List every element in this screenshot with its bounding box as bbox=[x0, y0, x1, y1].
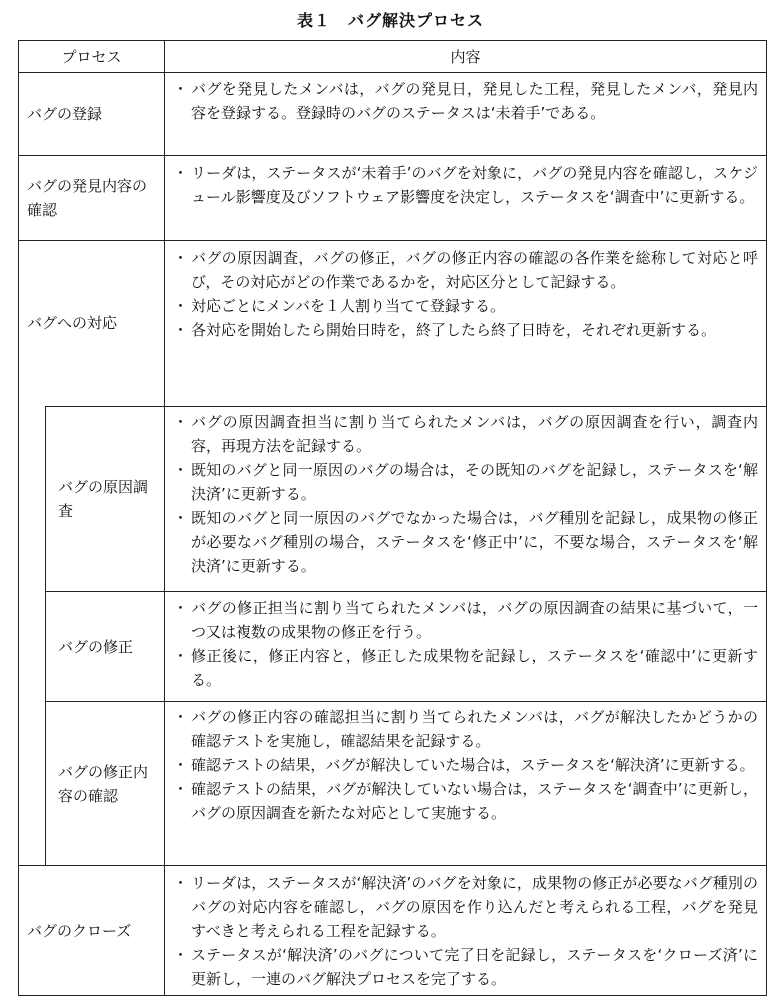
bullet-item: ・ 修正後に，修正内容と，修正した成果物を記録し，ステータスを‘確認中’に更新する。 bbox=[173, 644, 758, 692]
bullet-item: ・ 確認テストの結果，バグが解決していた場合は，ステータスを‘解決済’に更新する。 bbox=[173, 753, 758, 777]
bullet-item: ・ バグの修正内容の確認担当に割り当てられたメンバは，バグが解決したかどうかの確認テストを実施し，確認結果を記録する。 bbox=[173, 705, 758, 753]
content-cell bbox=[165, 871, 766, 995]
process-cell bbox=[19, 866, 164, 995]
process-cell bbox=[46, 592, 164, 701]
bullet-item: ・ 確認テストの結果，バグが解決していない場合は，ステータスを‘調査中’に更新し，バグの原因調査を新たな対応として実施する。 bbox=[173, 777, 758, 825]
bullet-item: ・ リーダは，ステータスが‘解決済’のバグを対象に，成果物の修正が必要なバグ種別のバグの対応内容を確認し，バグの原因を作り込んだと考えられる工程，バグを発見すべきと考えられる工程を記録する。 bbox=[173, 871, 758, 943]
process-name: バグへの対応 bbox=[27, 314, 118, 332]
header-process-label: プロセス bbox=[61, 47, 122, 66]
header-process bbox=[19, 41, 164, 72]
process-cell bbox=[19, 73, 164, 155]
content-cell bbox=[165, 77, 766, 155]
bullet-item: ・ バグの原因調査，バグの修正，バグの修正内容の確認の各作業を総称して対応と呼び，その対応がどの作業であるかを，対応区分として記録する。 bbox=[173, 246, 758, 294]
bullet-item: ・ 対応ごとにメンバを１人割り当てて登録する。 bbox=[173, 294, 758, 318]
table-title: 表１ バグ解決プロセス bbox=[296, 11, 484, 30]
process-cell bbox=[19, 156, 164, 240]
process-name: バグの修正 bbox=[58, 637, 134, 656]
process-name: バグの原因調査 bbox=[58, 478, 149, 520]
process-name: バグの修正内容の確認 bbox=[58, 762, 149, 805]
bullet-item: ・ 既知のバグと同一原因のバグでなかった場合は，バグ種別を記録し，成果物の修正が必要なバグ種別の場合，ステータスを‘修正中’に，不要な場合，ステータスを‘解決済’に更新する。 bbox=[173, 506, 758, 578]
content-cell bbox=[165, 161, 766, 240]
header-content-label: 内容 bbox=[450, 47, 481, 66]
bullet-item: ・ リーダは，ステータスが‘未着手’のバグを対象に，バグの発見内容を確認し，スケジュール影響度及びソフトウェア影響度を決定し，ステータスを‘調査中’に更新する。 bbox=[173, 161, 758, 209]
bullet-item: ・ バグの修正担当に割り当てられたメンバは，バグの原因調査の結果に基づいて，一つ又は複数の成果物の修正を行う。 bbox=[173, 596, 758, 644]
bug-resolution-process-table bbox=[18, 40, 767, 996]
process-name: バグの発見内容の確認 bbox=[27, 177, 148, 219]
process-cell bbox=[19, 241, 164, 406]
process-cell bbox=[46, 702, 164, 865]
bullet-item: ・ バグを発見したメンバは，バグの発見日，発見した工程，発見したメンバ，発見内容を登録する。登録時のバグのステータスは‘未着手’である。 bbox=[173, 77, 758, 125]
process-name: バグのクローズ bbox=[27, 921, 132, 940]
content-cell bbox=[165, 246, 766, 406]
content-cell bbox=[165, 410, 766, 591]
bullet-item: ・ 既知のバグと同一原因のバグの場合は，その既知のバグを記録し，ステータスを‘解決済’に更新する。 bbox=[173, 458, 758, 506]
header-content bbox=[165, 41, 766, 72]
process-cell bbox=[46, 407, 164, 591]
content-cell bbox=[165, 596, 766, 701]
bullet-item: ・ 各対応を開始したら開始日時を，終了したら終了日時を，それぞれ更新する。 bbox=[173, 318, 758, 342]
content-cell bbox=[165, 705, 766, 865]
bullet-item: ・ ステータスが‘解決済’のバグについて完了日を記録し，ステータスを‘クローズ済’に更新し，一連のバグ解決プロセスを完了する。 bbox=[173, 943, 758, 991]
bullet-item: ・ バグの原因調査担当に割り当てられたメンバは，バグの原因調査を行い，調査内容，再現方法を記録する。 bbox=[173, 410, 758, 458]
process-name: バグの登録 bbox=[27, 105, 103, 123]
